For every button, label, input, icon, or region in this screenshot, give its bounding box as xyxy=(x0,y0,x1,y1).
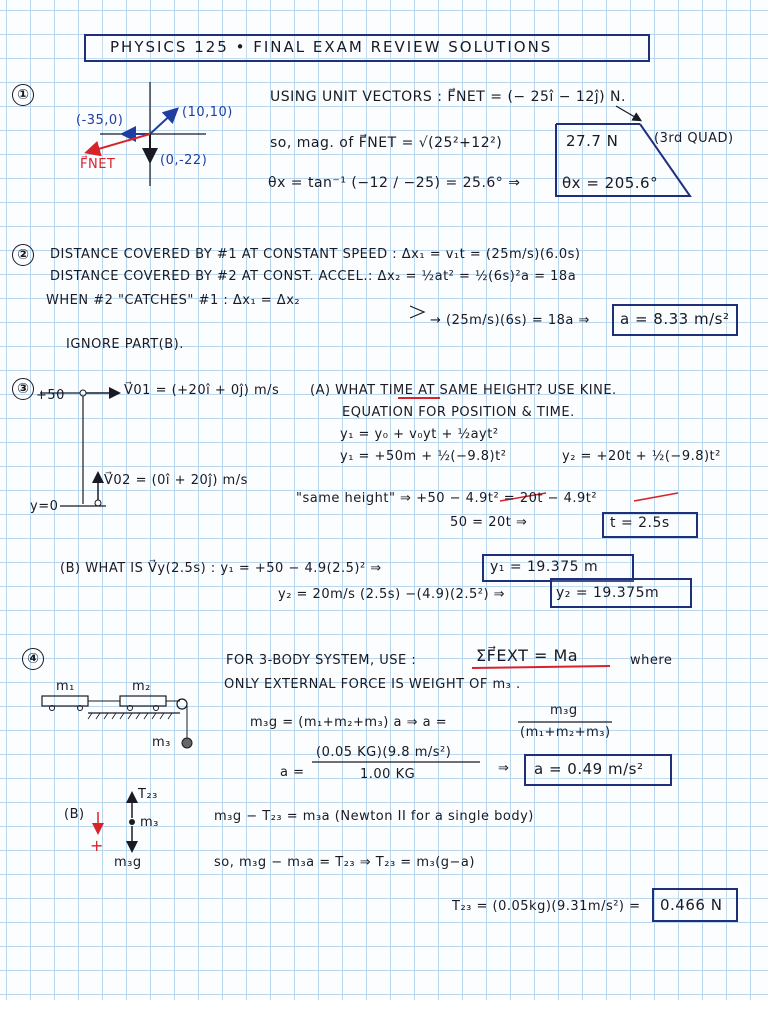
p4-frac2-den: 1.00 KG xyxy=(360,767,416,782)
p4-m1-label: m₁ xyxy=(56,679,75,694)
p2-line1: DISTANCE COVERED BY #1 AT CONSTANT SPEED : Δx₁ = v₁t = (25m/s)(6.0s) xyxy=(50,247,581,262)
p1-line3: θx = tan⁻¹ (−12 / −25) = 25.6° ⇒ xyxy=(268,175,521,191)
p3-answer-t: t = 2.5s xyxy=(610,515,670,531)
p4-frac1-den: (m₁+m₂+m₃) xyxy=(520,725,611,740)
p1-answer-magnitude: 27.7 N xyxy=(566,132,619,150)
p3-v01-label: V⃗01 = (+20î + 0ĵ) m/s xyxy=(124,383,280,398)
p3-b-line1: (B) WHAT IS V⃗y(2.5s) : y₁ = +50 − 4.9(2.5)² ⇒ xyxy=(60,561,382,576)
p4-frac1-num: m₃g xyxy=(550,703,578,718)
p3-b-line2: y₂ = 20m/s (2.5s) −(4.9)(2.5²) ⇒ xyxy=(278,587,506,602)
p2-ignore-note: IGNORE PART(B). xyxy=(66,337,184,352)
p4-sumf-underline xyxy=(472,666,610,668)
p4-m2-label: m₂ xyxy=(132,679,151,694)
p4-b-eq3: T₂₃ = (0.05kg)(9.31m/s²) = xyxy=(452,899,641,914)
p3-v02-label: V⃗02 = (0î + 20ĵ) m/s xyxy=(104,473,248,488)
p1-vector-a-label: (-35,0) xyxy=(76,113,124,128)
p1-vector-b-label: (10,10) xyxy=(182,105,233,120)
p4-eq1: m₃g = (m₁+m₂+m₃) a ⇒ a = xyxy=(250,715,448,730)
p3-a-line4b: y₂ = +20t + ½(−9.8)t² xyxy=(562,449,721,464)
p4-b-eq2: so, m₃g − m₃a = T₂₃ ⇒ T₂₃ = m₃(g−a) xyxy=(214,855,475,870)
p2-line3: WHEN #2 "CATCHES" #1 : Δx₁ = Δx₂ xyxy=(46,293,301,308)
page-bottom-edge xyxy=(0,1000,768,1024)
p2-hook-arrow xyxy=(410,306,424,318)
p4-m3-label: m₃ xyxy=(152,735,171,750)
p1-answer-theta: θx = 205.6° xyxy=(562,174,659,192)
p4-eq2-arrow: ⇒ xyxy=(498,761,510,776)
p1-quadrant-note: (3rd QUAD) xyxy=(654,131,734,146)
p4-line1: FOR 3-BODY SYSTEM, USE : xyxy=(226,653,417,668)
p3-strike-2 xyxy=(634,493,678,501)
p1-fnet-vector xyxy=(88,134,150,152)
p4-b-label: (B) xyxy=(64,807,85,822)
p3-y0-label: y=0 xyxy=(30,499,59,514)
p3-number: ③ xyxy=(12,378,34,400)
p3-a-line1: (A) WHAT TIME AT SAME HEIGHT? USE KINE. xyxy=(310,383,617,398)
p4-b-eq1: m₃g − T₂₃ = m₃a (Newton II for a single body) xyxy=(214,809,534,824)
p4-answer-a: a = 0.49 m/s² xyxy=(534,760,644,778)
p3-answer-y1: y₁ = 19.375 m xyxy=(490,559,599,575)
p2-line2: DISTANCE COVERED BY #2 AT CONST. ACCEL.: Δx₂ = ½at² = ½(6s)²a = 18a xyxy=(50,269,577,284)
p1-line2: so, mag. of F⃗NET = √(25²+12²) xyxy=(270,135,503,151)
p4-answer-t23: 0.466 N xyxy=(660,896,723,914)
p4-sumf: ΣF⃗EXT = Ma xyxy=(476,646,579,665)
p2-line4: → (25m/s)(6s) = 18a ⇒ xyxy=(430,313,590,328)
p4-eq2-lhs: a = xyxy=(280,765,305,780)
p2-number: ② xyxy=(12,244,34,266)
p3-a-line3: y₁ = y₀ + v₀yt + ½ayt² xyxy=(340,427,499,442)
p3-diagram xyxy=(40,390,118,506)
p2-answer: a = 8.33 m/s² xyxy=(620,310,730,328)
p1-vector-c-label: (0,-22) xyxy=(160,153,208,168)
p3-a-line6: 50 = 20t ⇒ xyxy=(450,515,528,530)
p1-vector-10-10 xyxy=(150,110,176,134)
p4-t23-label: T₂₃ xyxy=(138,787,158,802)
page-title: PHYSICS 125 • FINAL EXAM REVIEW SOLUTIONS xyxy=(110,38,553,56)
p4-m3g-label: m₃g xyxy=(114,855,142,870)
p3-a-line2: EQUATION FOR POSITION & TIME. xyxy=(342,405,575,420)
p3-answer-y2: y₂ = 19.375m xyxy=(556,585,660,601)
p1-number: ① xyxy=(12,84,34,106)
p3-a-line5: "same height" ⇒ +50 − 4.9t² = 20t − 4.9t² xyxy=(296,491,598,506)
p1-line1: USING UNIT VECTORS : F⃗NET = (− 25î − 12ĵ) N. xyxy=(270,89,626,105)
p4-where: where xyxy=(630,653,673,668)
p1-fnet-label: F⃗NET xyxy=(80,157,116,172)
p4-plus-sign: + xyxy=(90,836,104,855)
p3-plus50-label: +50 xyxy=(36,388,65,403)
p4-frac2-num: (0.05 KG)(9.8 m/s²) xyxy=(316,745,452,760)
p4-line2: ONLY EXTERNAL FORCE IS WEIGHT OF m₃ . xyxy=(224,677,521,692)
p3-a-line4: y₁ = +50m + ½(−9.8)t² xyxy=(340,449,507,464)
p4-fbd-m3-label: m₃ xyxy=(140,815,159,830)
p4-number: ④ xyxy=(22,648,44,670)
